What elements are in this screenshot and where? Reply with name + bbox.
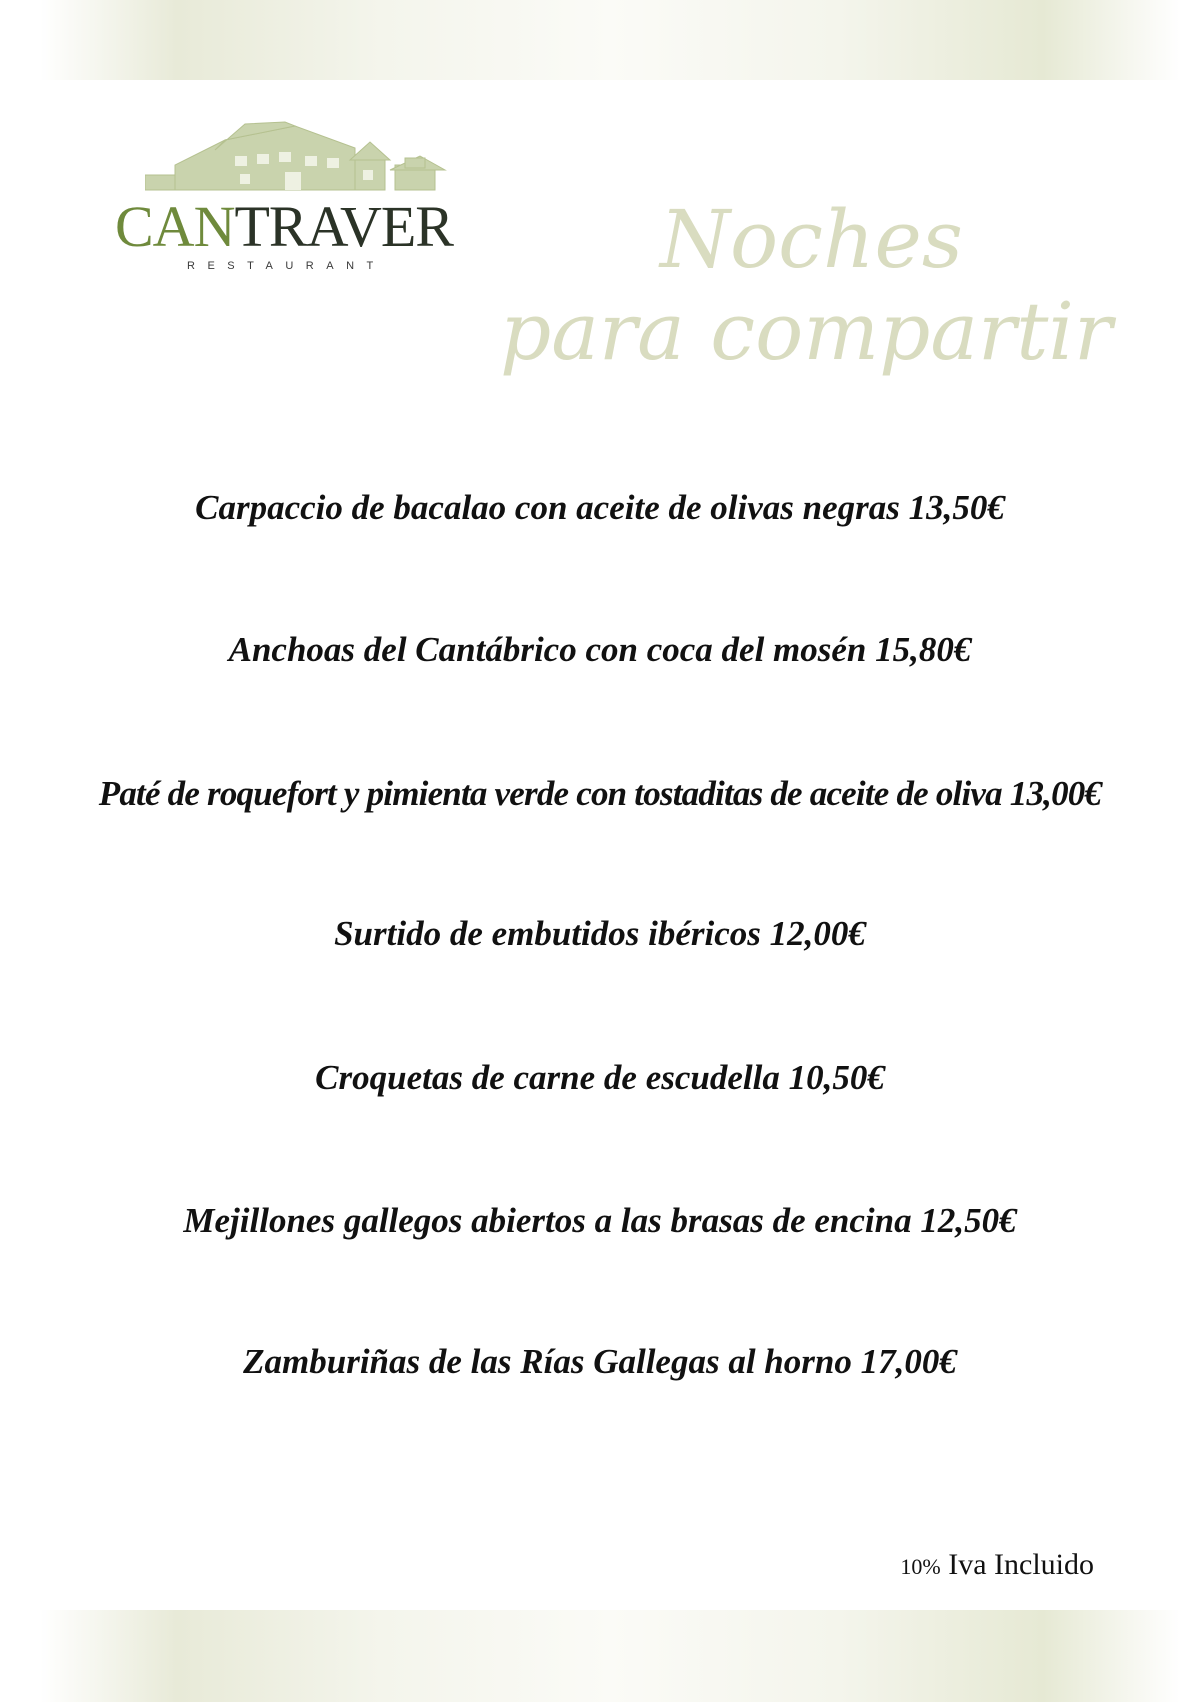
headline-line-2: para compartir [500, 285, 1113, 378]
tax-note [900, 1548, 1094, 1582]
tax-percent: 10% [900, 1554, 941, 1579]
restaurant-logo [115, 120, 495, 270]
menu-item: Surtido de embutidos ibéricos 12,00€ [334, 914, 866, 953]
logo-name-can: CAN [115, 194, 235, 259]
logo-name-traver: TRAVER [234, 194, 453, 259]
menu-item: Mejillones gallegos abiertos a las brasas de encina 12,50€ [183, 1201, 1017, 1240]
headline-line-1: Noches [660, 193, 963, 286]
logo-wordmark [115, 194, 453, 259]
logo-subtitle: RESTAURANT [187, 260, 386, 272]
house-logo-icon [145, 120, 465, 200]
bottom-decorative-band [40, 1610, 1180, 1702]
top-decorative-band [40, 0, 1180, 80]
menu-item: Anchoas del Cantábrico con coca del mosén 15,80€ [228, 630, 972, 669]
tax-text: Iva Incluido [948, 1548, 1094, 1581]
menu-item: Zamburiñas de las Rías Gallegas al horno 17,00€ [243, 1342, 957, 1381]
menu-item: Carpaccio de bacalao con aceite de olivas negras 13,50€ [195, 488, 1005, 527]
menu-item: Paté de roquefort y pimienta verde con tostaditas de aceite de oliva 13,00€ [98, 774, 1102, 813]
menu-item: Croquetas de carne de escudella 10,50€ [315, 1058, 885, 1097]
